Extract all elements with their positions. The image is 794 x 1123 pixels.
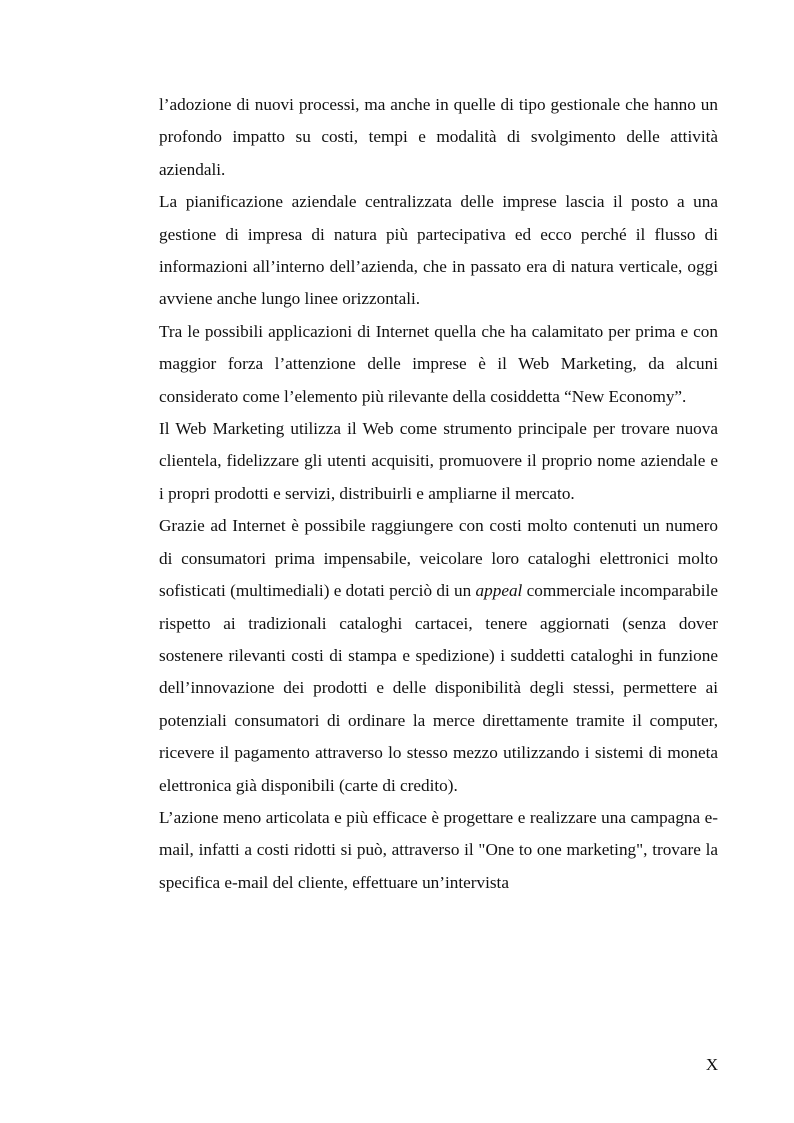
paragraph-5-emphasis: appeal <box>475 581 523 601</box>
page-number: X <box>705 1055 719 1074</box>
paragraph-5-text-after: commerciale incomparabile rispetto ai tradizionali cataloghi cartacei, tenere aggiornati (senza dover sostenere rilevanti costi di stampa e spedizione) i suddetti cataloghi in funzione dell’innovazione dei prodotti e delle disponibilità degli stessi, permettere ai potenziali consumatori di ordinare la merce direttamente tramite il computer, ricevere il pagamento attraverso lo stesso mezzo utilizzando i sistemi di moneta elettronica già disponibili (carte di credito). <box>159 581 718 795</box>
page-body <box>159 89 718 899</box>
paragraph-3: Tra le possibili applicazioni di Internet quella che ha calamitato per prima e con maggior forza l’attenzione delle imprese è il Web Marketing, da alcuni considerato come l’elemento più rilevante della cosiddetta “New Economy”. <box>159 321 718 406</box>
paragraph-5-text-before: Grazie ad Internet è possibile raggiungere con costi molto contenuti un numero di consumatori prima impensabile, veicolare loro cataloghi elettronici molto sofisticati (multimediali) e dotati perciò di un <box>159 516 718 601</box>
paragraph-6: L’azione meno articolata e più efficace è progettare e realizzare una campagna e-mail, infatti a costi ridotti si può, attraverso il "One to one marketing", trovare la specifica e-mail del cliente, effettuare un’intervista <box>159 807 718 892</box>
paragraph-2: La pianificazione aziendale centralizzata delle imprese lascia il posto a una gestione di impresa di natura più partecipativa ed ecco perché il flusso di informazioni all’interno dell’azienda, che in passato era di natura verticale, oggi avviene anche lungo linee orizzontali. <box>159 192 718 309</box>
paragraph-4: Il Web Marketing utilizza il Web come strumento principale per trovare nuova clientela, fidelizzare gli utenti acquisiti, promuovere il proprio nome aziendale e i propri prodotti e servizi, distribuirli e ampliarne il mercato. <box>159 419 718 503</box>
paragraph-1: l’adozione di nuovi processi, ma anche in quelle di tipo gestionale che hanno un profondo impatto su costi, tempi e modalità di svolgimento delle attività aziendali. <box>159 95 718 179</box>
paragraph-5 <box>159 510 718 802</box>
